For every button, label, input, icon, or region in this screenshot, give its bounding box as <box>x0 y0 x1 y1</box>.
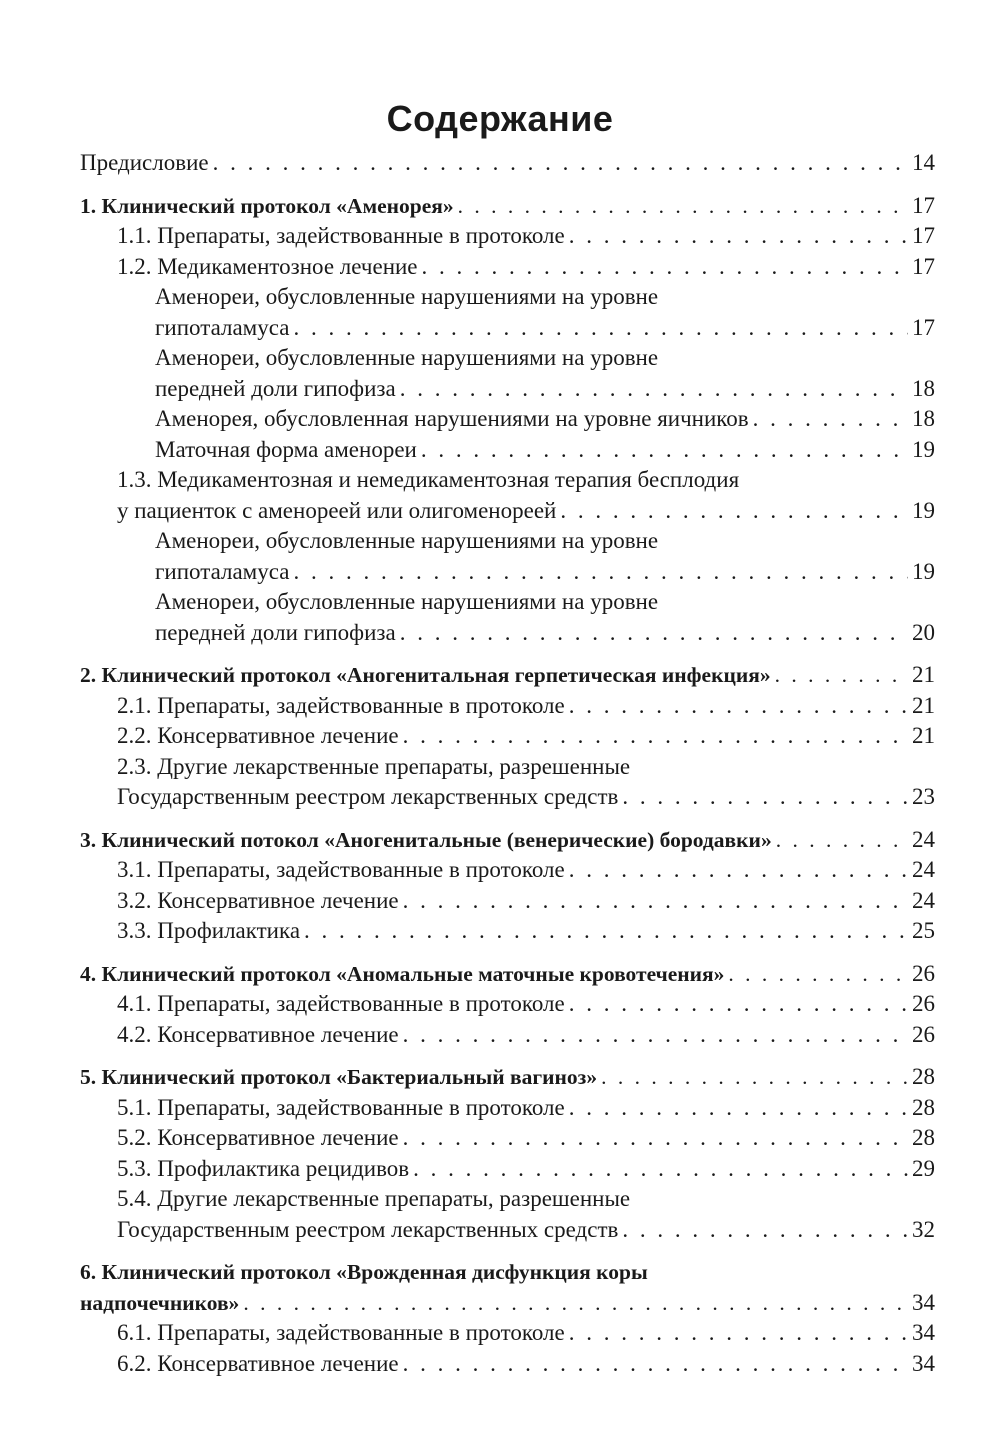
leader-dots <box>403 1020 908 1051</box>
toc-section-5-3[interactable] <box>80 1154 935 1185</box>
toc-page-number: 19 <box>912 436 935 462</box>
toc-page-number: 26 <box>912 1021 935 1047</box>
toc-page-number: 26 <box>912 991 935 1016</box>
toc-chapter-4[interactable] <box>80 959 935 990</box>
toc-page-number: 29 <box>912 1155 935 1181</box>
toc-chapter-5[interactable] <box>80 1062 935 1093</box>
leader-dots <box>569 855 908 886</box>
toc-entry-text: передней доли гипофиза <box>155 619 396 645</box>
toc-entry-text: 1.2. Медикаментозное лечение <box>117 253 418 279</box>
toc-section-6-1[interactable] <box>80 1318 935 1349</box>
toc-page-number: 18 <box>912 375 935 401</box>
toc-entry-first-line: 6. Клинический протокол «Врожденная дисфункция коры <box>80 1260 648 1284</box>
toc-entry-text: Государственным реестром лекарственных средств <box>117 1216 619 1242</box>
toc-entry-text: 2. Клинический протокол «Аногенитальная герпетическая инфекция» <box>80 663 771 687</box>
toc-entry-text: Предисловие <box>80 150 209 175</box>
toc-entry-text: 2.1. Препараты, задействованные в протоколе <box>117 692 565 718</box>
page-title: Содержание <box>386 98 614 139</box>
toc-entry-preface[interactable] <box>80 148 935 179</box>
leader-dots <box>243 1288 908 1319</box>
leader-dots <box>601 1062 908 1093</box>
leader-dots <box>413 1154 908 1185</box>
toc-page-number: 28 <box>912 1064 935 1089</box>
toc-section-3-2[interactable] <box>80 886 935 917</box>
toc-page-number: 21 <box>912 692 935 718</box>
leader-dots <box>304 916 908 947</box>
toc-entry-text: надпочечников» <box>80 1290 240 1315</box>
toc-entry-text: 6.2. Консервативное лечение <box>117 1350 399 1376</box>
toc-entry-text: Аменорея, обусловленная нарушениями на уровне яичников <box>155 406 749 431</box>
toc-entry-first-line: Аменореи, обусловленные нарушениями на уровне <box>155 528 659 553</box>
toc-subsection[interactable] <box>80 282 935 343</box>
toc-entry-text: 4.2. Консервативное лечение <box>117 1021 399 1047</box>
leader-dots <box>569 691 908 722</box>
toc-entry-text: 1.1. Препараты, задействованные в протоколе <box>117 223 565 248</box>
toc-page-number: 25 <box>912 918 935 943</box>
toc-entry-text: 5.2. Консервативное лечение <box>117 1125 399 1150</box>
toc-page-number: 24 <box>912 857 935 882</box>
toc-page-number: 21 <box>912 723 935 748</box>
toc-section-3-1[interactable] <box>80 855 935 886</box>
toc-entry-first-line: 1.3. Медикаментозная и немедикаментозная терапия бесплодия <box>117 467 740 492</box>
leader-dots <box>403 1123 908 1154</box>
leader-dots <box>400 374 908 405</box>
toc-page-number: 28 <box>912 1094 935 1120</box>
toc-entry-first-line: 5.4. Другие лекарственные препараты, разрешенные <box>117 1186 631 1211</box>
toc-page-number: 17 <box>912 223 935 248</box>
leader-dots <box>422 252 908 283</box>
leader-dots <box>753 404 908 435</box>
toc-entry-first-line: Аменореи, обусловленные нарушениями на уровне <box>155 284 659 309</box>
toc-entry-text: 4.1. Препараты, задействованные в протоколе <box>117 991 565 1016</box>
leader-dots <box>403 721 908 752</box>
toc-section-3-3[interactable] <box>80 916 935 947</box>
toc-entry-text: 3.2. Консервативное лечение <box>117 887 399 913</box>
toc-section-5-4[interactable] <box>80 1184 935 1245</box>
toc-page-number: 19 <box>912 497 935 523</box>
toc-page-number: 17 <box>912 192 935 218</box>
toc-entry-text: 4. Клинический протокол «Аномальные маточные кровотечения» <box>80 961 725 986</box>
toc-entry-text: Государственным реестром лекарственных средств <box>117 784 619 809</box>
toc-page-number: 20 <box>912 619 935 645</box>
toc-subsection[interactable] <box>80 526 935 587</box>
toc-chapter-2[interactable] <box>80 660 935 691</box>
toc-section-1-2[interactable] <box>80 252 935 283</box>
leader-dots <box>400 618 908 649</box>
toc-subsection[interactable] <box>80 587 935 648</box>
toc-entry-text: 3.1. Препараты, задействованные в протоколе <box>117 857 565 882</box>
toc-chapter-1[interactable] <box>80 191 935 222</box>
leader-dots <box>622 1215 908 1246</box>
toc-entry-text: у пациенток с аменореей или олигоменореей <box>117 497 557 523</box>
toc-entry-text: 3.3. Профилактика <box>117 918 301 943</box>
toc-section-4-2[interactable] <box>80 1020 935 1051</box>
toc-entry-text: 2.2. Консервативное лечение <box>117 723 399 748</box>
toc-chapter-3[interactable] <box>80 825 935 856</box>
toc-section-2-3[interactable] <box>80 752 935 813</box>
toc-entry-first-line: 2.3. Другие лекарственные препараты, разрешенные <box>117 753 631 779</box>
toc-subsection[interactable] <box>80 435 935 466</box>
toc-entry-text: гипоталамуса <box>155 314 290 340</box>
toc-entry-text: 1. Клинический протокол «Аменорея» <box>80 193 454 218</box>
toc-section-1-1[interactable] <box>80 221 935 252</box>
toc-section-2-1[interactable] <box>80 691 935 722</box>
toc-page-number: 24 <box>912 887 935 913</box>
toc-entry-text: передней доли гипофиза <box>155 375 396 401</box>
leader-dots <box>775 660 908 691</box>
leader-dots <box>403 1349 908 1380</box>
toc-entry-text: гипоталамуса <box>155 558 290 584</box>
toc-page-number: 34 <box>912 1350 935 1376</box>
toc-subsection[interactable] <box>80 343 935 404</box>
toc-section-6-2[interactable] <box>80 1349 935 1380</box>
toc-page-number: 26 <box>912 960 935 986</box>
toc-page-number: 14 <box>912 150 935 175</box>
toc-page-number: 34 <box>912 1320 935 1345</box>
toc-page-number: 34 <box>912 1289 935 1315</box>
leader-dots <box>728 959 908 990</box>
toc-entry-text: 5. Клинический протокол «Бактериальный вагиноз» <box>80 1065 598 1089</box>
toc-entry-first-line: Аменореи, обусловленные нарушениями на уровне <box>155 589 659 614</box>
toc-entry-text: 6.1. Препараты, задействованные в протоколе <box>117 1320 565 1345</box>
leader-dots <box>569 221 908 252</box>
toc-section-1-3[interactable] <box>80 465 935 526</box>
leader-dots <box>622 782 908 813</box>
toc-page-number: 17 <box>912 314 935 340</box>
leader-dots <box>403 886 908 917</box>
toc-page-number: 19 <box>912 558 935 584</box>
toc-entry-text: 3. Клинический потокол «Аногенитальные (венерические) бородавки» <box>80 827 772 852</box>
toc-section-2-2[interactable] <box>80 721 935 752</box>
toc-subsection[interactable] <box>80 404 935 435</box>
toc-entry-text: 5.1. Препараты, задействованные в протоколе <box>117 1094 565 1120</box>
toc-section-5-1[interactable] <box>80 1093 935 1124</box>
toc-entry-first-line: Аменореи, обусловленные нарушениями на уровне <box>155 345 659 370</box>
toc-entry-text: 5.3. Профилактика рецидивов <box>117 1155 410 1181</box>
toc-page-number: 21 <box>912 662 935 687</box>
leader-dots <box>458 191 908 222</box>
table-of-contents <box>80 148 935 1379</box>
leader-dots <box>569 1093 908 1124</box>
leader-dots <box>213 148 908 179</box>
toc-page-number: 17 <box>912 253 935 279</box>
leader-dots <box>293 557 908 588</box>
toc-chapter-6[interactable] <box>80 1257 935 1318</box>
toc-page-number: 23 <box>912 784 935 809</box>
toc-page-number: 28 <box>912 1125 935 1150</box>
leader-dots <box>560 496 908 527</box>
leader-dots <box>293 313 908 344</box>
toc-page-number: 32 <box>912 1216 935 1242</box>
toc-section-4-1[interactable] <box>80 989 935 1020</box>
leader-dots <box>569 989 908 1020</box>
leader-dots <box>569 1318 908 1349</box>
toc-page-number: 24 <box>912 826 935 852</box>
leader-dots <box>776 825 908 856</box>
toc-page-number: 18 <box>912 406 935 431</box>
toc-section-5-2[interactable] <box>80 1123 935 1154</box>
leader-dots <box>421 435 908 466</box>
toc-entry-text: Маточная форма аменореи <box>155 436 417 462</box>
